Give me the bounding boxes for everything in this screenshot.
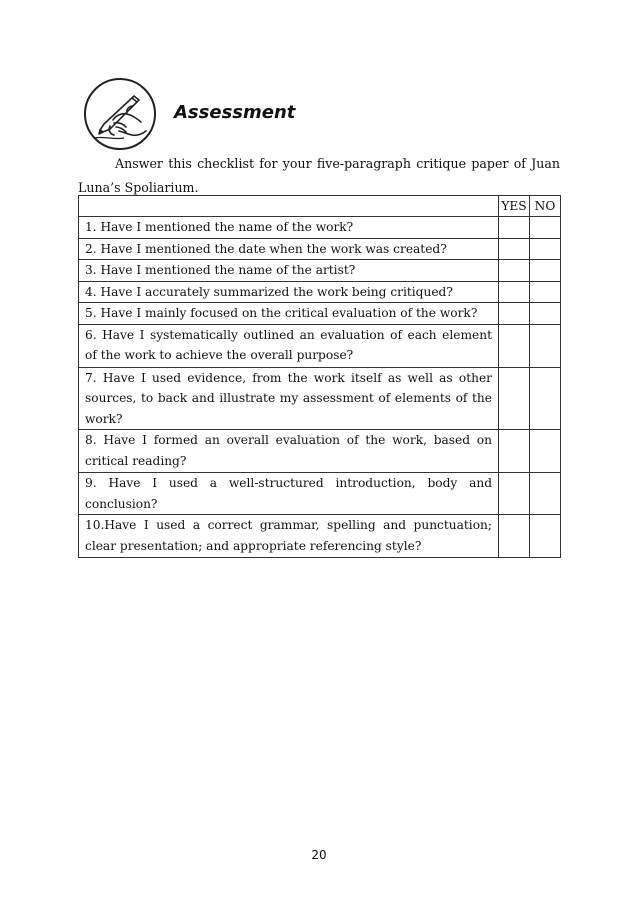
column-header-question — [79, 196, 499, 217]
no-checkbox-cell[interactable] — [530, 324, 561, 367]
checklist-question: 8. Have I formed an overall evaluation of the work, based on critical reading? — [79, 430, 499, 473]
hand-writing-pencil-icon — [84, 78, 156, 150]
checklist-question: 2. Have I mentioned the date when the work was created? — [79, 238, 499, 260]
checklist-question: 5. Have I mainly focused on the critical evaluation of the work? — [79, 303, 499, 325]
table-row — [79, 281, 561, 303]
page-number: 20 — [311, 848, 327, 862]
table-row — [79, 515, 561, 558]
yes-checkbox-cell[interactable] — [499, 473, 530, 515]
yes-checkbox-cell[interactable] — [499, 367, 530, 430]
no-checkbox-cell[interactable] — [530, 260, 561, 282]
assessment-header — [84, 78, 384, 158]
yes-checkbox-cell[interactable] — [499, 238, 530, 260]
yes-checkbox-cell[interactable] — [499, 303, 530, 325]
table-row — [79, 324, 561, 367]
table-row — [79, 473, 561, 515]
no-checkbox-cell[interactable] — [530, 473, 561, 515]
assessment-checklist-table — [78, 195, 561, 558]
checklist-question: 9. Have I used a well-structured introduction, body and conclusion? — [79, 473, 499, 515]
table-row — [79, 367, 561, 430]
no-checkbox-cell[interactable] — [530, 430, 561, 473]
table-row — [79, 217, 561, 239]
checklist-question: 1. Have I mentioned the name of the work? — [79, 217, 499, 239]
no-checkbox-cell[interactable] — [530, 281, 561, 303]
checklist-question: 10.Have I used a correct grammar, spelling and punctuation; clear presentation; and appropriate referencing style? — [79, 515, 499, 558]
table-row — [79, 238, 561, 260]
checklist-question: 7. Have I used evidence, from the work itself as well as other sources, to back and illustrate my assessment of elements of the work? — [79, 367, 499, 430]
no-checkbox-cell[interactable] — [530, 303, 561, 325]
yes-checkbox-cell[interactable] — [499, 217, 530, 239]
column-header-yes: YES — [499, 196, 530, 217]
no-checkbox-cell[interactable] — [530, 515, 561, 558]
yes-checkbox-cell[interactable] — [499, 324, 530, 367]
checklist-question: 4. Have I accurately summarized the work being critiqued? — [79, 281, 499, 303]
instructions-text: Answer this checklist for your five-paragraph critique paper of Juan Luna’s Spoliarium. — [78, 156, 560, 195]
yes-checkbox-cell[interactable] — [499, 260, 530, 282]
yes-checkbox-cell[interactable] — [499, 515, 530, 558]
table-row — [79, 430, 561, 473]
yes-checkbox-cell[interactable] — [499, 430, 530, 473]
no-checkbox-cell[interactable] — [530, 238, 561, 260]
yes-checkbox-cell[interactable] — [499, 281, 530, 303]
no-checkbox-cell[interactable] — [530, 217, 561, 239]
table-row — [79, 260, 561, 282]
table-row — [79, 303, 561, 325]
checklist-question: 3. Have I mentioned the name of the artist? — [79, 260, 499, 282]
instructions-paragraph — [78, 152, 560, 200]
table-header-row — [79, 196, 561, 217]
checklist-question: 6. Have I systematically outlined an evaluation of each element of the work to achieve the overall purpose? — [79, 324, 499, 367]
column-header-no: NO — [530, 196, 561, 217]
page-title: Assessment — [174, 102, 296, 123]
no-checkbox-cell[interactable] — [530, 367, 561, 430]
